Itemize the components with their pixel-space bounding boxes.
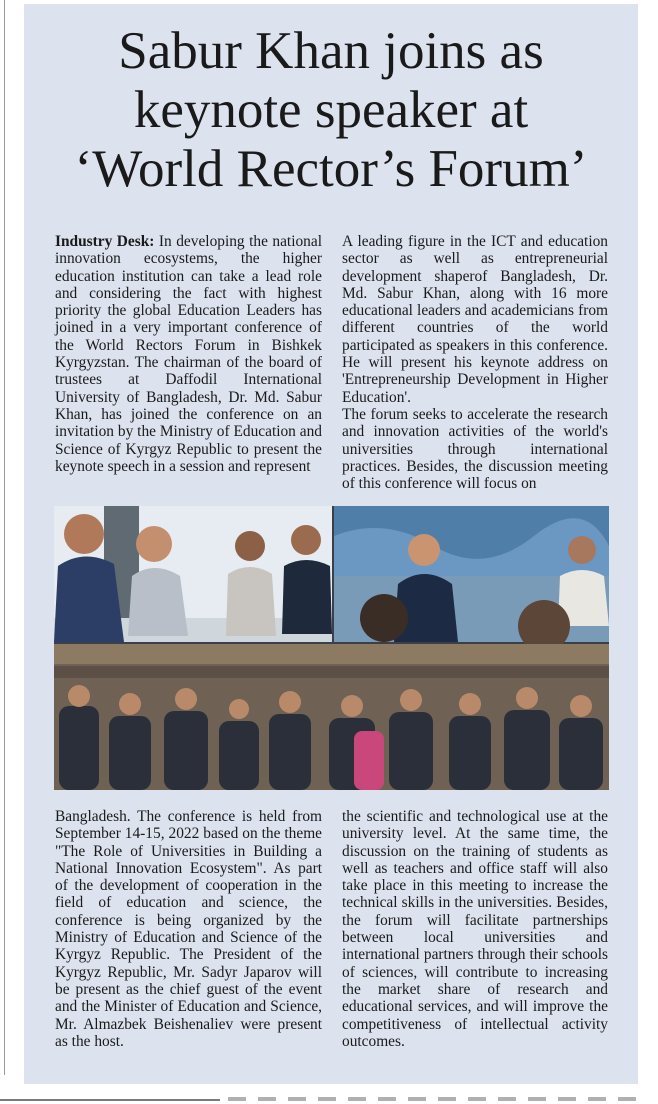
body-column-4: the scientific and technological use at the university level. At the same time, the discussion on the training of students as well as teachers and office staff will also take place in this meeting to increase the technical skills in the universities. Besides, the forum will facilitate partnerships between local universities and international partners through their schools of sciences, will contribute to increasing the market share of research and educational services, and will improve the competitiveness of intellectual activity outcomes. [342,808,608,1050]
conference-photo [54,506,609,790]
headline-line-2: keynote speaker at [133,81,529,139]
bottom-rule [0,1099,220,1101]
bottom-next-article-edge [228,1097,648,1101]
body-column-2 [342,233,608,492]
headline-line-3: ‘World Rector’s Forum’ [74,140,588,198]
headline-line-1: Sabur Khan joins as [118,22,544,80]
news-clipping [24,4,638,1084]
body-column-1 [55,233,322,475]
column-2-paragraph-1: A leading figure in the ICT and education sector as well as entrepreneurial development shaperof Bangladesh, Dr. Md. Sabur Khan, along with 16 more educational leaders and academicians from different countries of the world participated as speakers in this conference. He will present his keynote address on 'Entrepreneurship Development in Higher Education'. [342,233,608,406]
body-column-3: Bangladesh. The conference is held from September 14-15, 2022 based on the theme "The Role of Universities in Building a National Innovation Ecosystem". As part of the development of cooperation in the field of education and science, the conference is being organized by the Ministry of Education and Science of the Kyrgyz Republic. The President of the Kyrgyz Republic, Mr. Sadyr Japarov will be present as the chief guest of the event and the Minister of Education and Science, Mr. Almazbek Beishenaliev were present as the host. [55,808,322,1050]
column-1-text: In developing the national innovation ecosystems, the higher education institution can take a lead role and considering the fact with highest priority the global Education Leaders has joined in a very important conference of the World Rectors Forum in Bishkek Kyrgyzstan. The chairman of the board of trustees at Daffodil International University of Bangladesh, Dr. Md. Sabur Khan, has joined the conference on an invitation by the Ministry of Education and Science of Kyrgyz Republic to present the keynote speech in a session and represent [55,233,322,475]
column-2-paragraph-2: The forum seeks to accelerate the research and innovation activities of the world's universities through international practices. Besides, the discussion meeting of this conference will focus on [342,405,608,493]
headline [24,22,638,199]
column-divider-line [4,0,5,1075]
byline: Industry Desk: [55,233,155,250]
